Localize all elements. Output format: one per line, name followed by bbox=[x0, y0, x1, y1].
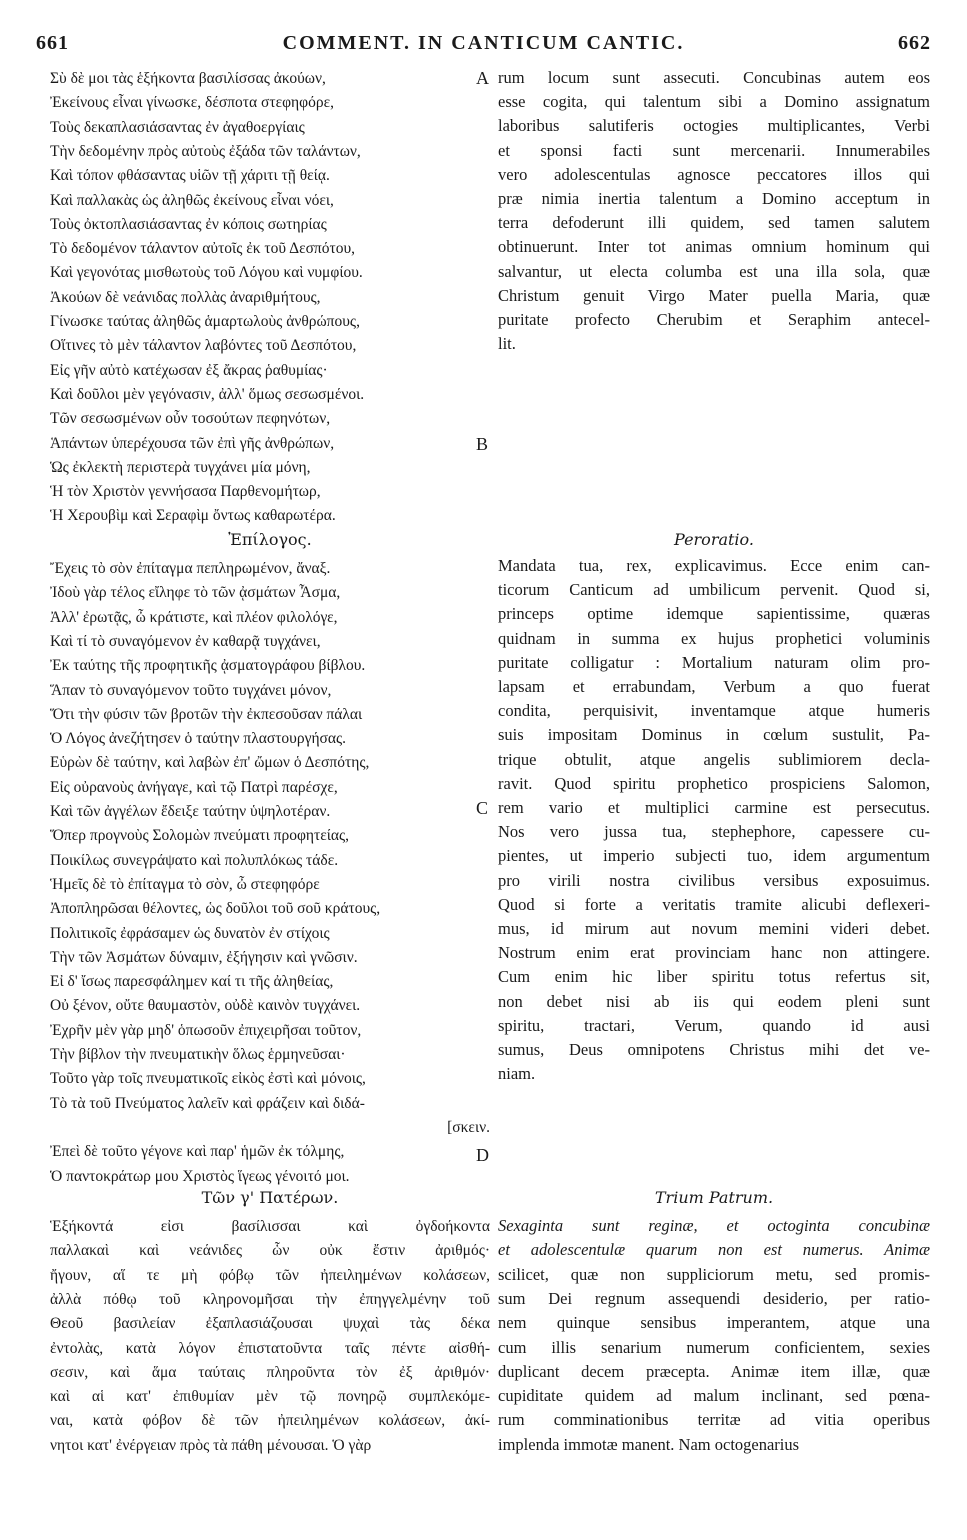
latin-line: lapsam et errabundam, Verbum a quo fuerat bbox=[498, 677, 930, 696]
latin-line: princeps optime idemque sapientissime, quæras bbox=[498, 604, 930, 624]
margin-letter-d: D bbox=[476, 1145, 489, 1165]
greek-verse-line: Ἔχεις τὸ σὸν ἐπίταγμα πεπληρωμένον, ἄναξ. bbox=[50, 560, 331, 577]
greek-verse-line: Ὁ παντοκράτωρ μου Χριστὸς ἵγεως γένοιτό μοι. bbox=[50, 1167, 350, 1185]
latin-line: Nostrum enim erat provinciam hanc non attingere. bbox=[498, 943, 930, 963]
latin-line: vero adolescentulas agnosce peccatores illos qui bbox=[498, 164, 930, 184]
epilogue-title-greek: Ἐπίλογος. bbox=[228, 530, 312, 549]
greek-verse-line: Ὡς ἐκλεκτὴ περιστερὰ τυγχάνει μία μόνη, bbox=[50, 458, 311, 476]
greek-verse-line: Καὶ τῶν ἀγγέλων ἔδειξε ταύτην ὑψηλοτέραν. bbox=[50, 803, 331, 820]
greek-verse-line: Ποικίλως συνεγράψατο καὶ πολυπλόκως τάδε. bbox=[50, 851, 339, 869]
greek-prose-line: σεσιν, καὶ ἅμα ταύταις πληροῦντα τὸν ἐξ ἀριθμόν· bbox=[50, 1363, 490, 1381]
latin-line: præ nimia inertia talentum a Domino acceptum in bbox=[498, 189, 930, 208]
greek-verse-line: Ἐκείνους εἶναι γίνωσκε, δέσποτα στεφηφόρε, bbox=[50, 94, 334, 112]
margin-letter-c: C bbox=[476, 798, 489, 818]
greek-verse-line: Εἰς οὐρανοὺς ἀνήγαγε, καὶ τῷ Πατρὶ παρέσχε, bbox=[50, 778, 338, 796]
latin-line: niam. bbox=[498, 1064, 536, 1084]
greek-verse-line: Τὴν τῶν Ἀσμάτων δύναμιν, ἐξήγησιν καὶ γνῶσιν. bbox=[50, 948, 358, 966]
latin-line: Quod si forte a veritatis tramite alicubi deflexeri- bbox=[498, 894, 930, 914]
latin-line: lit. bbox=[498, 334, 516, 354]
greek-verse-line: Ἡμεῖς δὲ τὸ ἐπίταγμα τὸ σὸν, ὦ στεφηφόρε bbox=[50, 875, 320, 893]
greek-prose-line: Ἑξήκοντά εἰσι βασίλισσαι καὶ ὀγδοήκοντα bbox=[50, 1218, 490, 1235]
latin-line: implenda immotæ manent. Nam octogenarius bbox=[498, 1434, 800, 1454]
latin-line: condita, perquisivit, inventamque atque humeris bbox=[498, 701, 930, 721]
latin-line: rem vario et multiplici carmine est persecutus. bbox=[498, 798, 930, 817]
margin-letter-b: B bbox=[476, 434, 489, 454]
greek-verse-line: Καὶ δοῦλοι μὲν γεγόνασιν, ἀλλ' ὅμως σεσωσμένοι. bbox=[50, 385, 365, 403]
greek-prose-line: ἤγουν, αἵ τε μὴ φόβῳ τῶν ἠπειλημένων κολάσεων, bbox=[50, 1266, 490, 1284]
margin-letter-a: A bbox=[476, 68, 489, 88]
greek-verse-line: Ἐκ ταύτης τῆς προφητικῆς ᾀσματογράφου βίβλου. bbox=[50, 657, 366, 675]
latin-line: ticorum Canticum ad umbilicum pervenit. Quod si, bbox=[498, 580, 930, 600]
greek-verse-line: Τὴν δεδομένην πρὸς αὐτοὺς ἐξάδα τῶν ταλάντων, bbox=[50, 142, 361, 160]
latin-line: esse cogita, qui talentum sibi a Domino assignatum bbox=[498, 92, 930, 112]
greek-verse-line: Τὸ τὰ τοῦ Πνεύματος λαλεῖν καὶ φράζειν καὶ διδά- bbox=[50, 1094, 365, 1112]
greek-verse-line: Οὐ ξένον, οὔτε θαυμαστὸν, οὐδὲ καινὸν τυγχάνει. bbox=[50, 997, 361, 1015]
latin-line: Christum genuit Virgo Mater puella Maria, quæ bbox=[498, 285, 930, 305]
greek-verse-line: Ἀκούων δὲ νεάνιδας πολλὰς ἀναριθμήτους, bbox=[50, 288, 321, 306]
greek-prose-line: καὶ αἱ κατ' ἐπιθυμίαν μὲν τῷ πονηρῷ συμπλεκόμε- bbox=[50, 1388, 490, 1406]
latin-line: cupiditate quidem ad malum inclinant, sed pœna- bbox=[498, 1386, 930, 1406]
greek-verse-line: Τὸ δεδομένον τάλαντον αὐτοῖς ἐκ τοῦ Δεσπότου, bbox=[50, 240, 356, 258]
greek-verse-line: Εὑρὼν δὲ ταύτην, καὶ λαβὼν ἐπ' ὤμων ὁ Δεσπότης, bbox=[50, 754, 370, 772]
latin-line: pientes, ut imperio subjecti tuo, idem argumentum bbox=[498, 846, 930, 866]
latin-line: cum illis senarium numerum conficientem, sexies bbox=[498, 1337, 930, 1357]
greek-prose-line: ναι, κατὰ φόβον δὲ τῶν ἠπειλημένων κολάσεων, ἀκί- bbox=[50, 1412, 490, 1430]
greek-verse-line: Τοὺς ὀκτοπλασιάσαντας ἐν κόποις σωτηρίας bbox=[50, 215, 327, 233]
greek-verse-line: Ἡ Χερουβὶμ καὶ Σεραφὶμ ὄντως καθαρωτέρα. bbox=[50, 507, 336, 525]
latin-line: suis impositam Dominus in cœlum sustulit, Pa- bbox=[498, 725, 930, 745]
greek-prose-line: ἐντολὰς, κατὰ λόγον ἐπιστατοῦντα ταῖς πέντε αἰσθή- bbox=[50, 1339, 490, 1357]
greek-prose-line: Θεοῦ βασιλείαν ἐξαπλασιάζουσαι ψυχαὶ τὰς δέκα bbox=[50, 1315, 490, 1333]
latin-line: Sexaginta sunt reginæ, et octoginta concubinæ bbox=[498, 1216, 930, 1235]
greek-verse-line: Τῶν σεσωσμένων οὖν τοσούτων πεφηνότων, bbox=[50, 410, 331, 428]
latin-line: nem quinque sensibus imperantem, atque una bbox=[498, 1313, 930, 1333]
greek-verse-line: Οἵτινες τὸ μὲν τάλαντον λαβόντες τοῦ Δεσπότου, bbox=[50, 337, 357, 355]
greek-prose-line: νητοι κατ' ἐνέργειαν πρὸς τὰ πάθη μένουσαι. Ὁ γὰρ bbox=[50, 1436, 372, 1454]
greek-verse-line: Ἀποπληρῶσαι θέλοντες, ὡς δοῦλοι τοῦ σοῦ κράτους, bbox=[50, 900, 381, 918]
page-number-left: 661 bbox=[36, 32, 69, 54]
greek-verse-line: Καὶ τί τὸ συναγόμενον ἐν καθαρᾷ τυγχάνει, bbox=[50, 632, 321, 650]
greek-verse-line: Γίνωσκε ταύτας ἀληθῶς ἁμαρτωλοὺς ἀνθρώπους, bbox=[50, 313, 360, 330]
latin-line: puritate colligatur : Mortalium naturam olim pro- bbox=[498, 652, 930, 672]
greek-verse-line: Εἰ δ' ἴσως παρεσφάλημεν καί τι τῆς ἀληθείας, bbox=[50, 973, 334, 991]
greek-prose-line: παλλακαὶ καὶ νεάνιδες ὧν οὐκ ἔστιν ἀριθμός· bbox=[50, 1242, 490, 1260]
latin-line: puritate profecto Cherubim et Seraphim antecel- bbox=[498, 310, 930, 329]
greek-verse-line: [σκειν. bbox=[447, 1118, 490, 1136]
page-number-right: 662 bbox=[898, 32, 931, 54]
latin-line: et adolescentulæ quarum non est numerus. Animæ bbox=[498, 1240, 930, 1260]
greek-verse-line: Ἅπαν τὸ συναγόμενον τοῦτο τυγχάνει μόνον, bbox=[50, 681, 332, 699]
latin-line: rum locum sunt assecuti. Concubinas autem eos bbox=[498, 68, 930, 87]
latin-line: laboribus salutiferis octogies multiplicantes, Verbi bbox=[498, 116, 930, 136]
latin-line: obtinuerunt. Inter tot animas omnium hominum qui bbox=[498, 237, 930, 257]
greek-verse-line: Καὶ γεγονότας μισθωτοὺς τοῦ Λόγου καὶ νυμφίου. bbox=[50, 264, 363, 282]
greek-verse-line: Καὶ τόπον φθάσαντας υἱῶν τῇ χάριτι τῇ θείᾳ. bbox=[50, 167, 330, 185]
greek-verse-line: Ἐχρῆν μὲν γὰρ μηδ' ὁπωσοῦν ἐπιχειρῆσαι τοῦτον, bbox=[50, 1021, 362, 1039]
greek-verse-line: Τοῦτο γὰρ τοῖς πνευματικοῖς εἰκὸς ἐστὶ καὶ μόνοις, bbox=[50, 1070, 366, 1088]
latin-line: Mandata tua, rex, explicavimus. Ecce enim can- bbox=[498, 556, 930, 575]
latin-line: pro virili nostra civilibus versibus exposuimus. bbox=[498, 870, 930, 890]
running-title: COMMENT. IN CANTICUM CANTIC. bbox=[282, 32, 685, 54]
greek-verse-line: Ὁ Λόγος ἀνεζήτησεν ὁ ταύτην πλαστουργήσας. bbox=[50, 730, 347, 748]
latin-line: Cum enim hic liber spiritu totus refertus sit, bbox=[498, 967, 930, 987]
greek-verse-line: Καὶ παλλακὰς ὡς ἀληθῶς ἐκείνους εἶναι νόει, bbox=[50, 191, 334, 209]
latin-line: quidnam in summa ex hujus prophetici voluminis bbox=[498, 628, 930, 648]
greek-verse-line: Πολιτικοῖς ἐφράσαμεν ὡς δυνατὸν ἐν στίχοις bbox=[50, 924, 330, 942]
greek-verse-line: Ἁπάντων ὑπερέχουσα τῶν ἐπὶ γῆς ἀνθρώπων, bbox=[50, 434, 335, 452]
latin-line: scilicet, quæ non suppliciorum metu, sed promis- bbox=[498, 1264, 930, 1284]
latin-line: sumus, Deus omnipotens Christus mihi det ve- bbox=[498, 1040, 930, 1059]
latin-line: spiritu, tractari, Verum, quando id ausi bbox=[498, 1015, 930, 1035]
greek-verse-line: Ὅτι τὴν φύσιν τῶν βροτῶν τὴν ἐκπεσοῦσαν πάλαι bbox=[50, 705, 363, 723]
latin-line: salvantur, ut electa columba est una illa sola, quæ bbox=[498, 261, 930, 281]
latin-line: sum Dei regnum assequendi desiderio, per ratio- bbox=[498, 1288, 930, 1308]
greek-verse-line: Ἀλλ' ἐρωτᾷς, ὦ κράτιστε, καὶ πλέον φιλολόγε, bbox=[50, 608, 338, 626]
greek-prose-line: ἀλλὰ πόθῳ τοῦ κληρονομῆσαι τὴν ἐπηγγελμένην τοῦ bbox=[50, 1290, 490, 1308]
greek-verse-line: Ἡ τὸν Χριστὸν γεννήσασα Παρθενομήτωρ, bbox=[50, 483, 321, 501]
latin-line: et sponsi facti sunt mercenarii. Innumerabiles bbox=[498, 140, 930, 160]
latin-line: Nos vero jussa tua, stephephore, capessere cu- bbox=[498, 822, 930, 842]
latin-line: rum comminationibus territæ ad vitia operibus bbox=[498, 1410, 930, 1430]
greek-verse-line: Τὴν βίβλον τὴν πνευματικὴν ὅλως ἑρμηνεῦσαι· bbox=[50, 1046, 346, 1063]
trium-title-latin: Trium Patrum. bbox=[654, 1188, 774, 1207]
greek-verse-line: Σὺ δὲ μοι τὰς ἑξήκοντα βασιλίσσας ἀκούων, bbox=[50, 70, 326, 87]
greek-verse-line: Ἐπεὶ δὲ τοῦτο γέγονε καὶ παρ' ἡμῶν ἐκ τόλμης, bbox=[50, 1143, 345, 1161]
latin-line: ravit. Quod spiritu prophetico prospiciens Salomon, bbox=[498, 773, 930, 793]
latin-line: terra defoderunt illi quidem, sed tamen salutem bbox=[498, 213, 930, 233]
latin-line: non debet nisi ab iis qui eodem pleni sunt bbox=[498, 991, 930, 1011]
latin-line: mus, id mirum aut novum memini videri debet. bbox=[498, 919, 930, 938]
trium-title-greek: Τῶν γ' Πατέρων. bbox=[201, 1188, 339, 1207]
greek-verse-line: Ἰδοὺ γὰρ τέλος εἴληφε τὸ τῶν ᾀσμάτων Ἆσμα, bbox=[50, 584, 341, 602]
latin-line: trique obtulit, atque angelis sublimiorem decla- bbox=[498, 749, 930, 769]
greek-verse-line: Εἰς γῆν αὐτὸ κατέχωσαν ἐξ ἄκρας ῥαθυμίας· bbox=[50, 361, 328, 379]
greek-verse-line: Τοὺς δεκαπλασιάσαντας ἐν ἀγαθοεργίαις bbox=[50, 118, 305, 136]
epilogue-title-latin: Peroratio. bbox=[674, 530, 754, 549]
greek-verse-line: Ὅπερ προγνοὺς Σολομὼν πνεύματι προφητείας, bbox=[50, 827, 350, 845]
latin-line: duplicant decem præcepta. Animæ item illæ, quæ bbox=[498, 1361, 930, 1381]
running-header bbox=[36, 32, 931, 60]
